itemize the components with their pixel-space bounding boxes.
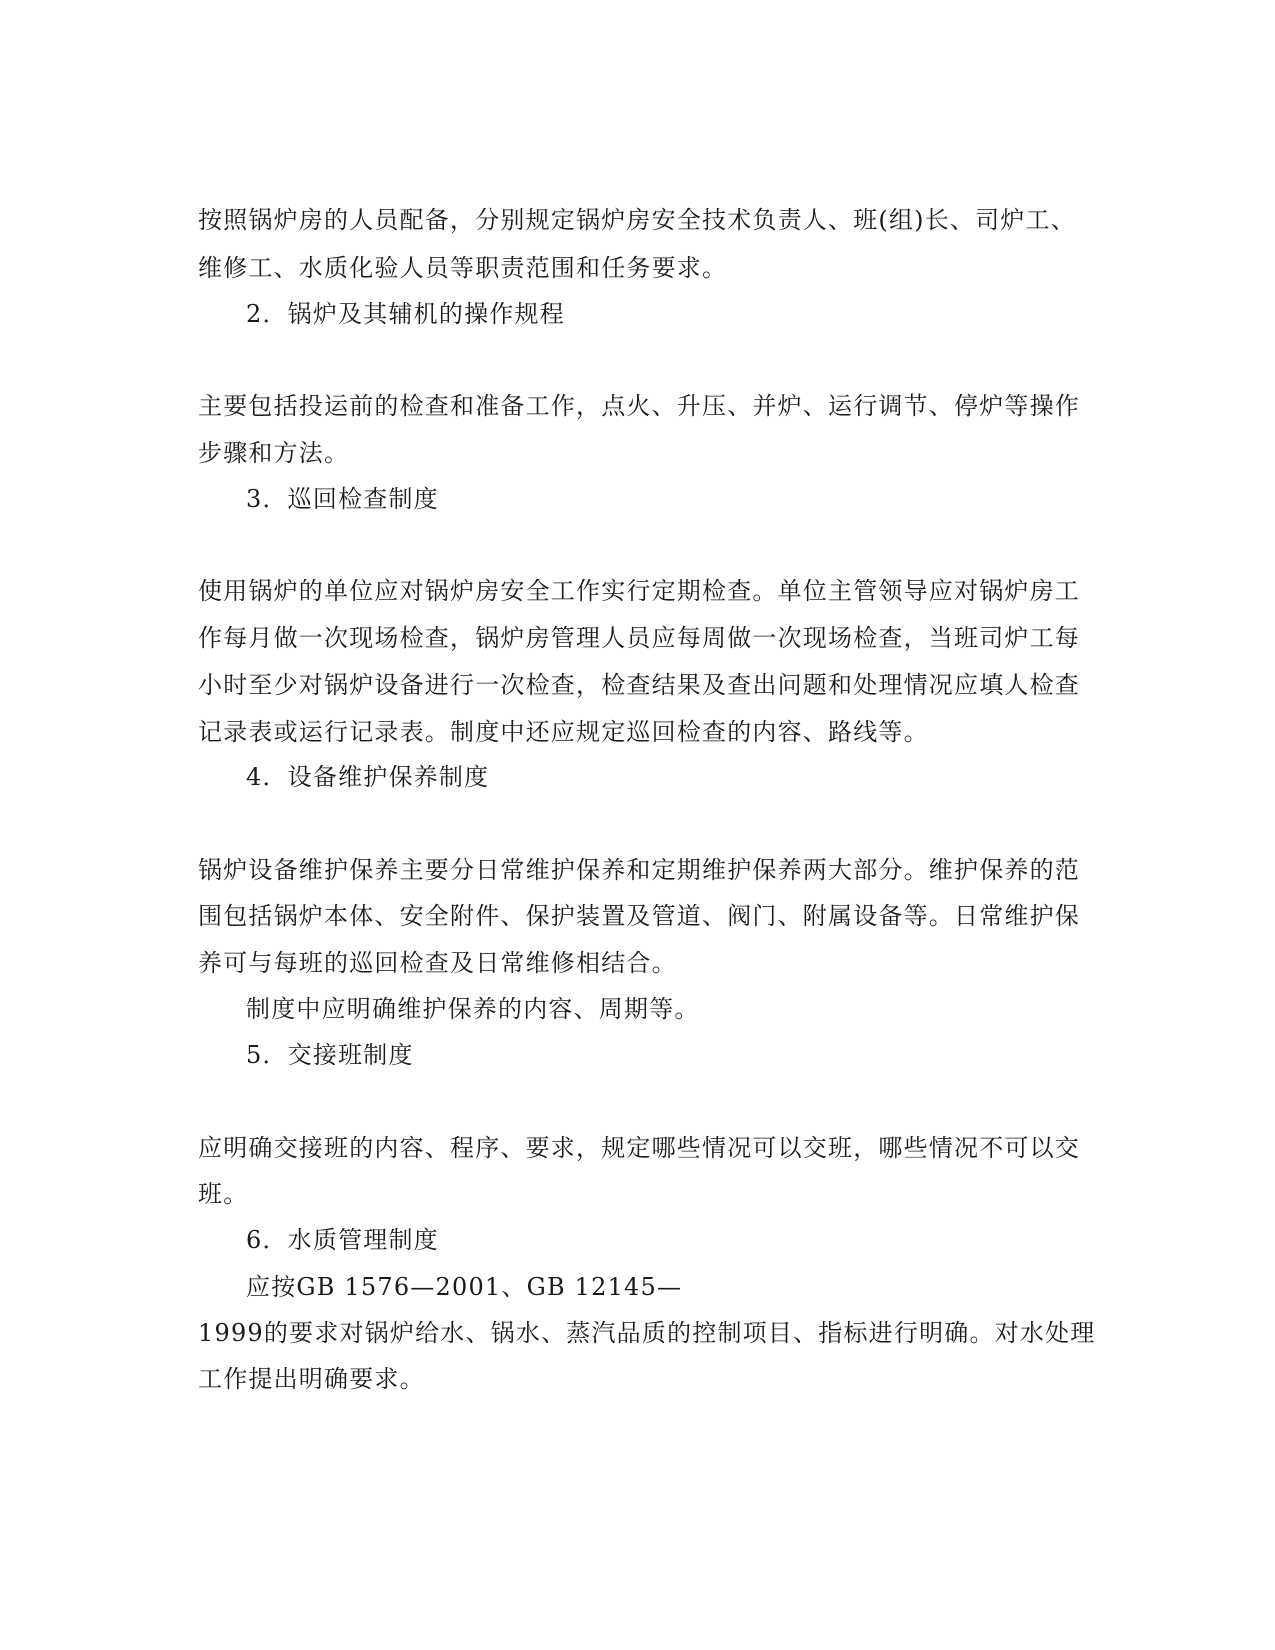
body-line: 应明确交接班的内容、程序、要求，规定哪些情况可以交班，哪些情况不可以交 xyxy=(198,1134,1080,1162)
body-line: 1999的要求对锅炉给水、锅水、蒸汽品质的控制项目、指标进行明确。对水处理 xyxy=(198,1319,1096,1347)
body-line: 步骤和方法。 xyxy=(198,439,350,467)
section-heading: 2．锅炉及其辅机的操作规程 xyxy=(246,300,565,328)
body-line: 工作提出明确要求。 xyxy=(198,1365,425,1393)
body-line: 养可与每班的巡回检查及日常维修相结合。 xyxy=(198,949,677,977)
body-line: 锅炉设备维护保养主要分日常维护保养和定期维护保养两大部分。维护保养的范 xyxy=(198,856,1080,884)
body-line: 记录表或运行记录表。制度中还应规定巡回检查的内容、路线等。 xyxy=(198,718,929,746)
body-line: 使用锅炉的单位应对锅炉房安全工作实行定期检查。单位主管领导应对锅炉房工 xyxy=(198,577,1080,605)
indented-line: 制度中应明确维护保养的内容、周期等。 xyxy=(246,995,700,1023)
body-line: 主要包括投运前的检查和准备工作，点火、升压、并炉、运行调节、停炉等操作 xyxy=(198,392,1080,420)
body-line: 班。 xyxy=(198,1180,249,1208)
body-line: 作每月做一次现场检查，锅炉房管理人员应每周做一次现场检查，当班司炉工每 xyxy=(198,624,1080,652)
section-heading: 3．巡回检查制度 xyxy=(246,485,439,513)
section-heading: 5．交接班制度 xyxy=(246,1041,414,1069)
body-line: 围包括锅炉本体、安全附件、保护装置及管道、阀门、附属设备等。日常维护保 xyxy=(198,902,1080,930)
indented-line: 应按GB 1576—2001、GB 12145— xyxy=(246,1273,683,1301)
body-line: 小时至少对锅炉设备进行一次检查，检查结果及查出问题和处理情况应填人检查 xyxy=(198,671,1080,699)
body-line: 按照锅炉房的人员配备，分别规定锅炉房安全技术负责人、班(组)长、司炉工、 xyxy=(198,206,1076,234)
section-heading: 4．设备维护保养制度 xyxy=(246,763,490,791)
body-line: 维修工、水质化验人员等职责范围和任务要求。 xyxy=(198,254,728,282)
section-heading: 6．水质管理制度 xyxy=(246,1226,439,1254)
